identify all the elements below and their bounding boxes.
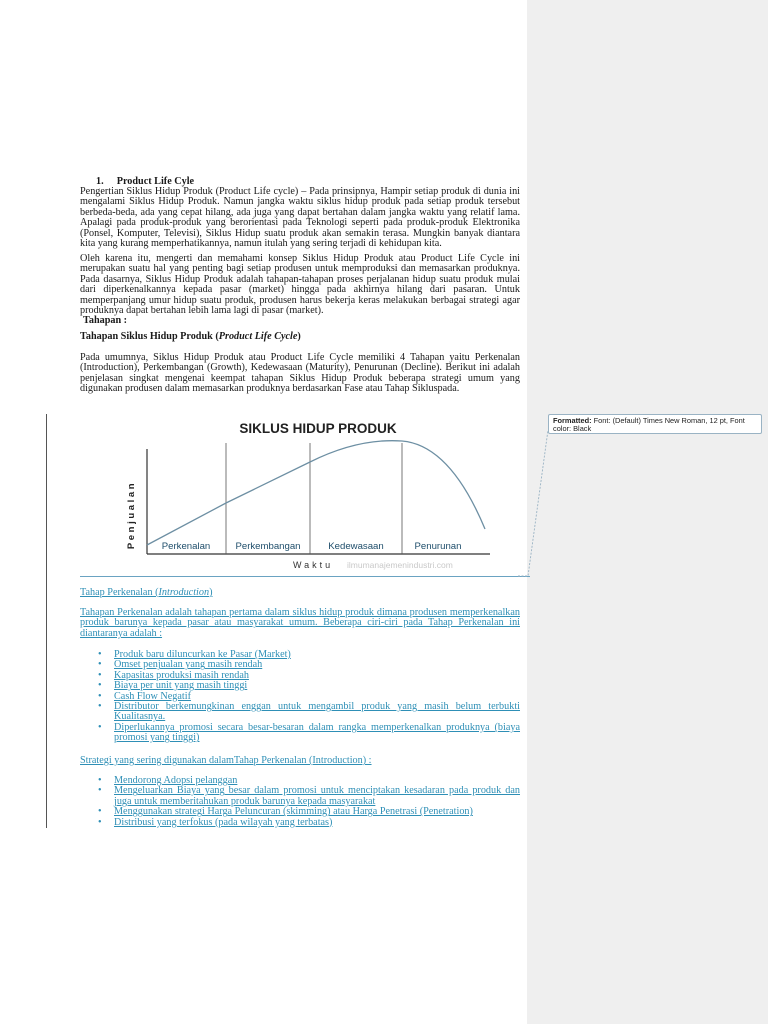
- strategy-item-text: Mendorong Adopsi pelanggan: [114, 775, 238, 786]
- figure-bottom-rule: [80, 576, 530, 577]
- bullet-icon: •: [98, 701, 102, 713]
- characteristic-item-text: Biaya per unit yang masih tinggi: [114, 680, 248, 692]
- bullet-icon: •: [98, 649, 102, 660]
- characteristic-item-text: Produk baru diluncurkan ke Pasar (Market): [114, 649, 291, 660]
- comment-text: Font: (Default) Times New Roman, 12 pt, Font color: Black: [553, 416, 745, 434]
- characteristic-item-text: Kapasitas produksi masih rendah: [114, 669, 249, 681]
- strategy-item: [80, 786, 520, 807]
- stages-paragraph: Pada umumnya, Siklus Hidup Produk atau Product Life Cycle memiliki 4 Tahapan yaitu Perkenalan (Introduction), Perkembangan (Growth), Kedewasaan (Maturity), Penurunan (Decline). Berikut ini adalah penjelasan singkat mengenai keempat tahapan Siklus Hidup Produk beberapa strategi umum yang digunakan produsen dalam memasarkan produknya berdasarkan Fase atau Tahap Sikluspada.: [80, 352, 520, 395]
- bullet-icon: •: [98, 785, 102, 797]
- strategies-list-block: [80, 776, 520, 828]
- bullet-icon: •: [98, 659, 102, 671]
- stages-block: [80, 353, 520, 395]
- characteristic-item: [80, 702, 520, 723]
- strategies-list: [80, 776, 520, 828]
- second-paragraph: Oleh karena itu, mengerti dan memahami konsep Siklus Hidup Produk atau Product Life Cycle ini merupakan suatu hal yang penting bagi setiap produsen untuk memproduksi dan memasarkan produknya. Pada dasarnya, Siklus Hidup Produk adalah tahapan-tahapan proses perjalanan hidup suatu produk mulai dari diperkenalkannya kepada pasar (market) hingga pada akhirnya hilang dari pasaran. Untuk memperpanjang umur hidup suatu produk, produsen harus bekerja keras melakukan berbagai strategi agar produknya dapat bertahan lebih lama lagi di pasar (market).: [80, 253, 520, 317]
- bullet-icon: •: [98, 806, 102, 818]
- figure-title: SIKLUS HIDUP PRODUK: [239, 421, 397, 436]
- intro-paragraph: Pengertian Siklus Hidup Produk (Product Life cycle) – Pada prinsipnya, Hampir setiap produk di dunia ini mengalami Siklus Hidup Produk. Namun jangka waktu siklus hidup produk pada setiap produk tersebut berbeda-beda, ada yang cepat hilang, ada juga yang dapat bertahan dalam jangka waktu yang relatif lama. Apalagi pada produk-produk yang berorientasi pada Teknologi seperti pada produk-produk Elektronika (Ponsel, Komputer, Televisi), Siklus Hidup suatu produk akan semakin terasa. Mungkin banyak diantara kita yang kurang memperhatikannya, namun itulah yang sering terjadi di kehidupan kita.: [80, 186, 520, 250]
- characteristic-item-text: Omset penjualan yang masih rendah: [114, 659, 263, 671]
- section-title: Tahapan Siklus Hidup Produk (Product Life Cycle): [80, 331, 301, 342]
- bullet-icon: •: [98, 721, 102, 733]
- y-axis-label: Penjualan: [126, 480, 137, 550]
- characteristic-item: [80, 723, 520, 744]
- stage-label-perkenalan: Perkenalan: [161, 541, 211, 552]
- bullet-icon: •: [98, 690, 102, 702]
- strategy-intro: Strategi yang sering digunakan dalamTahap Perkenalan (Introduction) :: [80, 755, 372, 766]
- formatting-comment-balloon[interactable]: [548, 414, 762, 434]
- life-cycle-curve: [147, 441, 485, 545]
- characteristic-item-text: Cash Flow Negatif: [114, 690, 191, 702]
- strategy-item: [80, 818, 520, 828]
- heading-number: 1.: [96, 176, 104, 187]
- intro-block: [80, 187, 520, 249]
- intro-section-title: Tahap Perkenalan (Introduction): [80, 587, 213, 598]
- heading-title: Product Life Cyle: [116, 176, 195, 187]
- stage-label-kedewasaan: Kedewasaan: [328, 541, 384, 552]
- comment-margin-pane: [527, 0, 768, 1024]
- x-axis-label: Waktu: [293, 560, 334, 570]
- characteristics-list-block: [80, 650, 520, 744]
- strategy-item-text: Distribusi yang terfokus (pada wilayah yang terbatas): [114, 816, 333, 828]
- tahapan-label: Tahapan :: [83, 315, 128, 327]
- intro-section-paragraph: Tahapan Perkenalan adalah tahapan pertama dalam siklus hidup produk dimana produsen memperkenalkan produk barunya kepada pasar atau masyarakat umum. Beberapa ciri-ciri pada Tahap Perkenalan ini diantaranya adalah :: [80, 607, 520, 639]
- bullet-icon: •: [98, 680, 102, 692]
- strategy-intro-block: [80, 756, 520, 766]
- change-bar: [46, 414, 47, 828]
- stage-label-perkembangan: Perkembangan: [235, 541, 301, 552]
- strategy-item-text: Mengeluarkan Biaya yang besar dalam promosi untuk menciptakan kesadaran pada produk dan juga untuk memberitahukan produk barunya kepada masyarakat: [114, 785, 520, 807]
- bullet-icon: •: [98, 816, 102, 828]
- characteristic-item-text: Distributor berkemungkinan enggan untuk mengambil produk yang masih belum terbukti Kualitasnya.: [114, 701, 520, 723]
- product-life-cycle-figure: [120, 413, 530, 578]
- bullet-icon: •: [98, 775, 102, 786]
- figure-watermark: ilmumanajemenindustri.com: [347, 560, 453, 570]
- characteristic-item-text: Diperlukannya promosi secara besar-besaran dalam rangka memperkenalkan produknya (biaya promosi yang tinggi): [114, 721, 520, 744]
- strategy-item-text: Menggunakan strategi Harga Peluncuran (skimming) atau Harga Penetrasi (Penetration): [114, 806, 473, 818]
- bullet-icon: •: [98, 669, 102, 681]
- characteristics-list: [80, 650, 520, 744]
- stage-label-penurunan: Penurunan: [414, 541, 462, 552]
- comment-label: Formatted:: [553, 416, 592, 425]
- intro-section-paragraph-block: [80, 608, 520, 639]
- second-block: [80, 254, 520, 327]
